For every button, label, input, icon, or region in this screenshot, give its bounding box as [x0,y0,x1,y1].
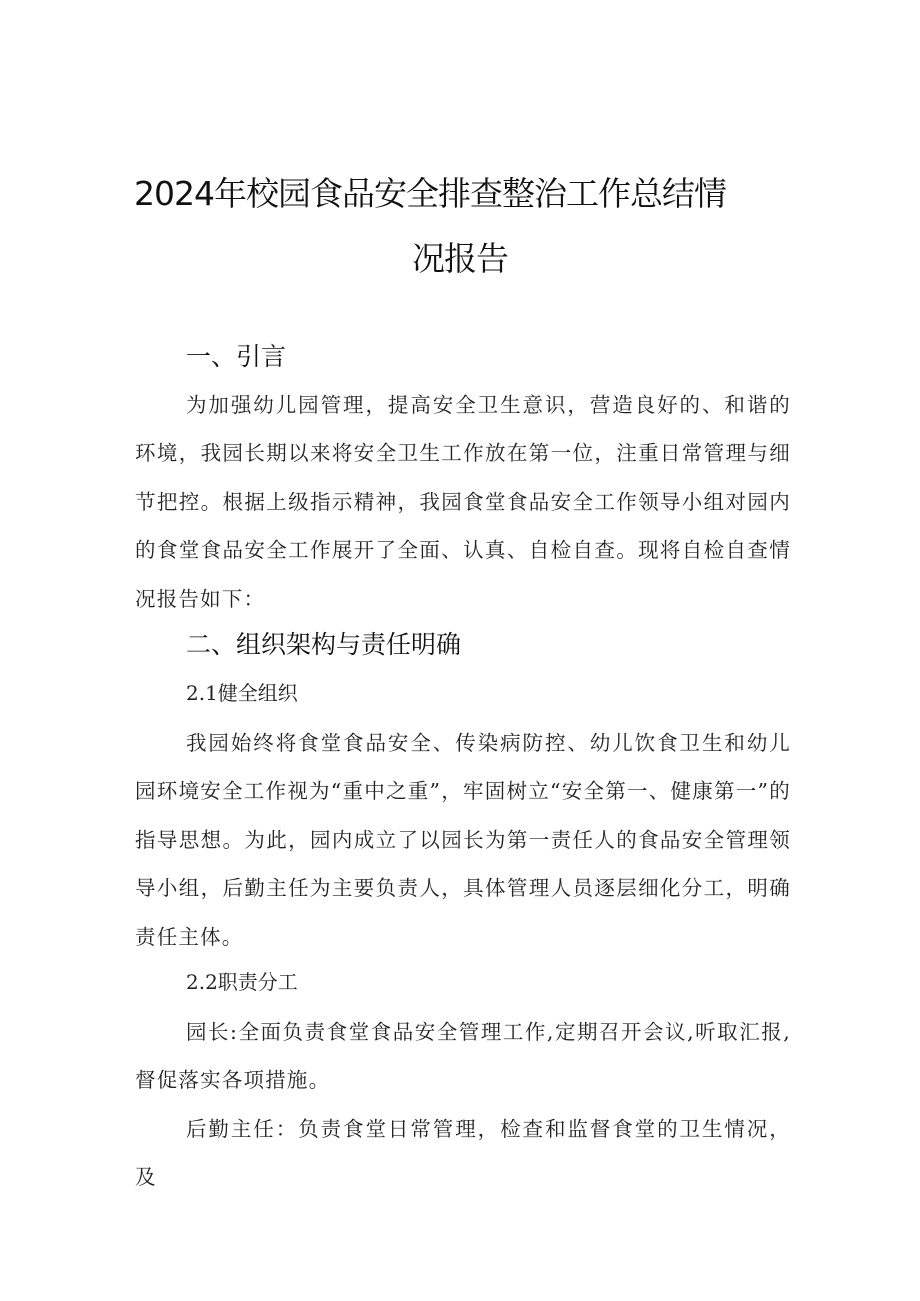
logistics-director-responsibility-paragraph: 后勤主任：负责食堂日常管理，检查和监督食堂的卫生情况，及 [135,1117,791,1190]
subsection-heading-responsibilities: 2.2职责分工 [186,970,298,994]
document-title-line-1: 2024年校园食品安全排查整治工作总结情 [134,174,726,213]
principal-responsibility-paragraph: 园长:全面负责食堂食品安全管理工作,定期召开会议,听取汇报,督促落实各项措施。 [135,1020,791,1093]
section-heading-organization: 二、组织架构与责任明确 [186,630,462,659]
document-title-line-2: 况报告 [412,239,508,278]
introduction-paragraph: 为加强幼儿园管理，提高安全卫生意识，营造良好的、和谐的环境，我园长期以来将安全卫生工作放在第一位，注重日常管理与细节把控。根据上级指示精神，我园食堂食品安全工作领导小组对园内的食堂食品安全工作展开了全面、认真、自检自查。现将自检自查情况报告如下： [135,393,791,611]
organization-paragraph: 我园始终将食堂食品安全、传染病防控、幼儿饮食卫生和幼儿园环境安全工作视为“重中之重”，牢固树立“安全第一、健康第一”的指导思想。为此，园内成立了以园长为第一责任人的食品安全管理领导小组，后勤主任为主要负责人，具体管理人员逐层细化分工，明确责任主体。 [135,731,791,949]
subsection-heading-organization: 2.1健全组织 [186,681,298,705]
section-heading-introduction: 一、引言 [186,342,287,371]
